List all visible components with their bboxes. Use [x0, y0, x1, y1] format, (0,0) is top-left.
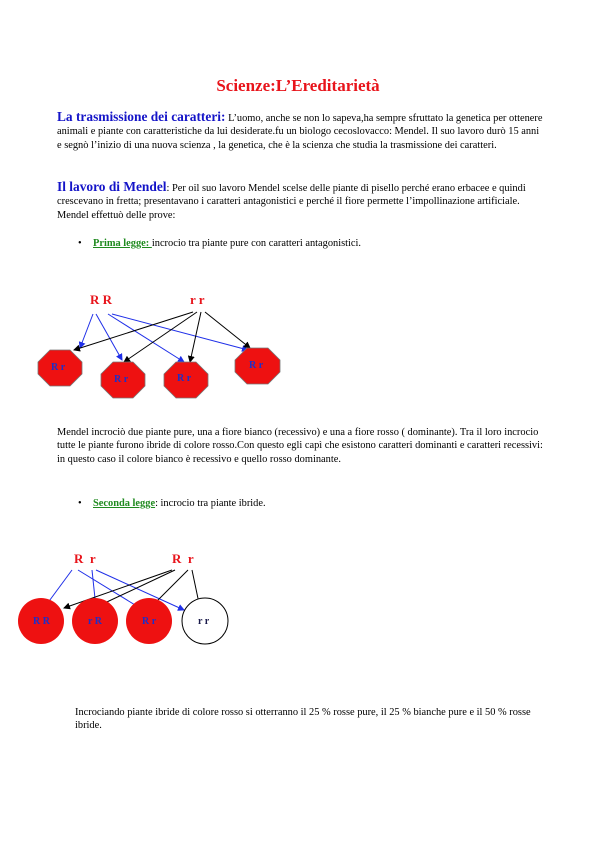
- bullet-icon: •: [78, 498, 82, 509]
- arrow: [124, 312, 197, 362]
- offspring-label: R r: [114, 374, 129, 385]
- offspring-circle-3: [126, 598, 172, 644]
- offspring-octagon-3: [164, 362, 208, 398]
- arrow: [205, 312, 250, 348]
- offspring-circle-1: [18, 598, 64, 644]
- parent-label-left: R r: [74, 551, 96, 566]
- second-law-diagram: [0, 548, 596, 658]
- mendel-text: : Per oil suo lavoro Mendel scelse delle piante di pisello perché erano erbacee e quindi crescevano in fretta; presentavano i caratteri antagonistici e perché il fiore permette l’impollinazione artificiale. Mendel effettuò delle prove:: [57, 183, 526, 221]
- arrow: [80, 314, 93, 348]
- parent-label-RR: R R: [90, 292, 113, 307]
- arrow: [112, 314, 248, 350]
- law1-text: incrocio tra piante pure con caratteri antagonistici.: [151, 238, 362, 249]
- parent-label-rr: r r: [190, 292, 205, 307]
- offspring-label: r r: [198, 616, 210, 627]
- intro-paragraph: [57, 110, 543, 152]
- mendel-heading: Il lavoro di Mendel: [57, 179, 167, 194]
- offspring-label: R r: [142, 616, 157, 627]
- offspring-label: R r: [249, 360, 264, 371]
- offspring-circle-4: [182, 598, 228, 644]
- intro-text: L’uomo, anche se non lo sapeva,ha sempre sfruttato la genetica per ottenere animali e piante con caratteristiche da lui desiderate.fu un biologo cecoslovacco: Mendel. Il suo lavoro durò 15 anni e segnò l’inizio di una nuova scienza , la genetica, che è la scienza che studia la trasmissione dei caratteri.: [57, 113, 543, 151]
- law1-label: Prima legge:: [93, 238, 152, 249]
- offspring-octagon-4: [235, 348, 280, 384]
- offspring-octagon-1: [38, 350, 82, 386]
- intro-heading: La trasmissione dei caratteri:: [57, 109, 226, 124]
- law1-bullet: [78, 238, 361, 249]
- law2-bullet: [78, 498, 266, 509]
- offspring-label: R R: [33, 616, 50, 627]
- offspring-label: r R: [88, 616, 102, 627]
- explanation-paragraph: Mendel incrociò due piante pure, una a fiore bianco (recessivo) e una a fiore rosso ( dominante). Tra il loro incrocio tutte le piante furono ibride di colore rosso.Con questo egli capì che esistono caratteri dominanti e caratteri recessivi: in questo caso il colore bianco è recessivo e quello rosso dominante.: [57, 427, 543, 465]
- law2-label: Seconda legge: [93, 498, 156, 509]
- first-law-diagram: [0, 286, 596, 406]
- offspring-circle-2: [72, 598, 118, 644]
- offspring-label: R r: [177, 373, 192, 384]
- mendel-paragraph: [57, 180, 543, 222]
- page-title: Scienze:L’Ereditarietà: [216, 76, 380, 95]
- parent-label-right: R r: [172, 551, 194, 566]
- conclusion-paragraph: Incrociando piante ibride di colore rosso si otterranno il 25 % rosse pure, il 25 % bianche pure e il 50 % rosse ibride.: [75, 707, 531, 732]
- offspring-octagon-2: [101, 362, 145, 398]
- law2-text: : incrocio tra piante ibride.: [155, 498, 266, 509]
- offspring-label: R r: [51, 362, 66, 373]
- bullet-icon: •: [78, 238, 82, 249]
